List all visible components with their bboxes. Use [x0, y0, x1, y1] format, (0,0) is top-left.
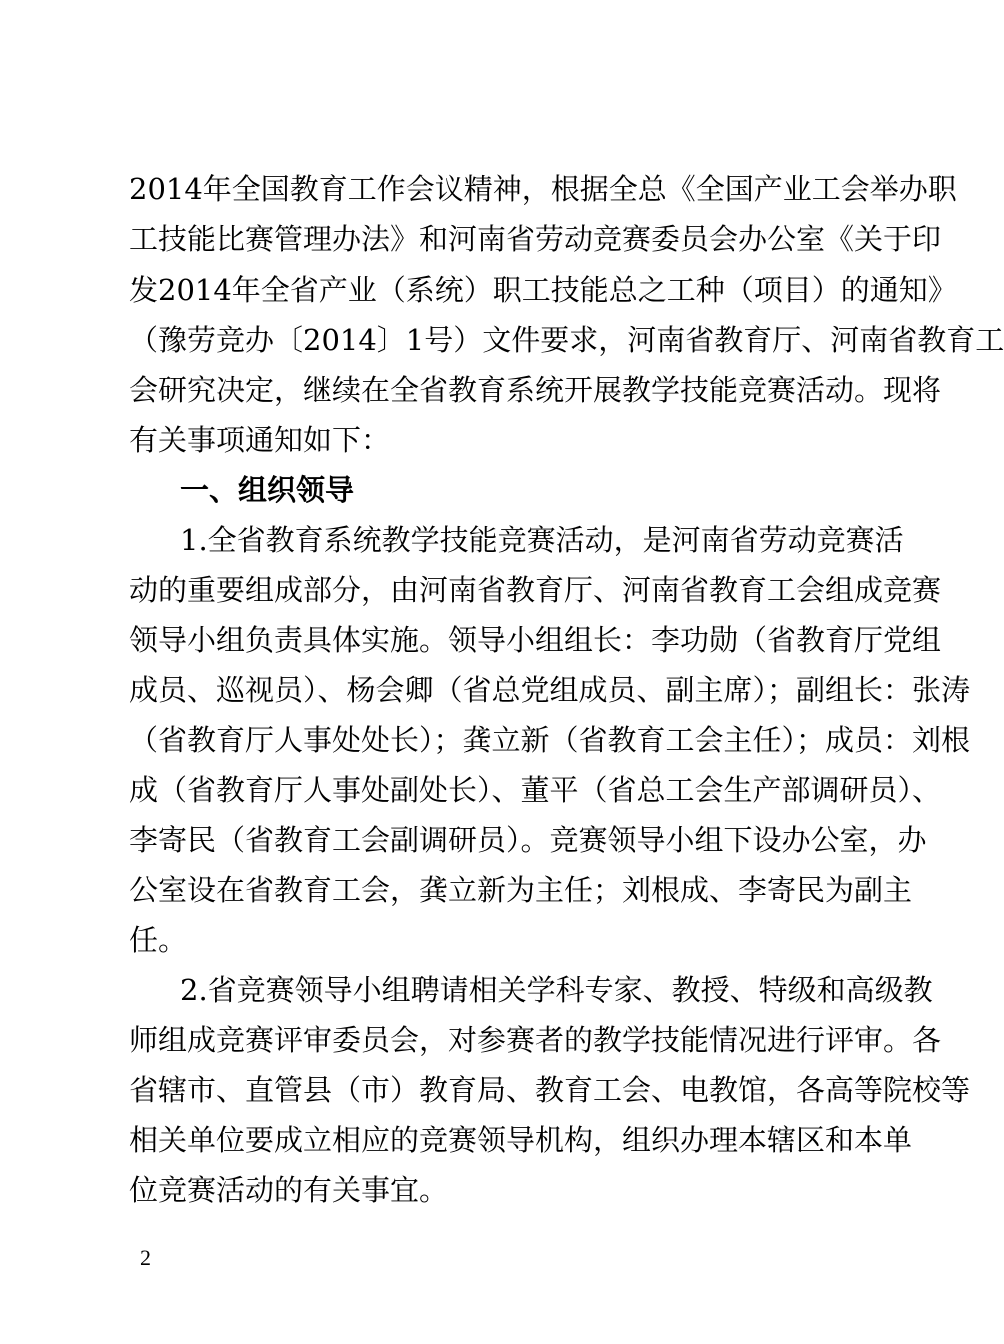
paragraph-line: 有关事项通知如下： — [129, 423, 391, 457]
paragraph-line: 2014年全国教育工作会议精神，根据全总《全国产业工会举办职 — [129, 172, 957, 206]
paragraph-line: 省辖市、直管县（市）教育局、教育工会、电教馆，各高等院校等 — [129, 1073, 971, 1107]
paragraph-line: 李寄民（省教育工会副调研员）。竞赛领导小组下设办公室，办 — [129, 823, 927, 857]
paragraph-line: （豫劳竞办〔2014〕1号）文件要求，河南省教育厅、河南省教育工 — [129, 323, 1004, 357]
paragraph-line: 会研究决定，继续在全省教育系统开展教学技能竞赛活动。现将 — [129, 373, 942, 407]
paragraph-line: 工技能比赛管理办法》和河南省劳动竞赛委员会办公室《关于印 — [129, 222, 942, 256]
paragraph-line: 任。 — [129, 923, 188, 957]
paragraph-line: 领导小组负责具体实施。领导小组组长：李功勋（省教育厅党组 — [129, 623, 942, 657]
paragraph-line: 发2014年全省产业（系统）职工技能总之工种（项目）的通知》 — [129, 273, 957, 307]
paragraph-line: 相关单位要成立相应的竞赛领导机构，组织办理本辖区和本单 — [129, 1123, 913, 1157]
paragraph-line: 1.全省教育系统教学技能竞赛活动，是河南省劳动竞赛活 — [180, 523, 904, 557]
paragraph-line: 师组成竞赛评审委员会，对参赛者的教学技能情况进行评审。各 — [129, 1023, 942, 1057]
section-heading: 一、组织领导 — [180, 473, 355, 507]
paragraph-line: （省教育厅人事处处长）；龚立新（省教育工会主任）；成员：刘根 — [129, 723, 971, 757]
paragraph-line: 公室设在省教育工会，龚立新为主任；刘根成、李寄民为副主 — [129, 873, 913, 907]
paragraph-line: 2.省竞赛领导小组聘请相关学科专家、教授、特级和高级教 — [180, 973, 933, 1007]
paragraph-line: 成员、巡视员）、杨会卿（省总党组成员、副主席）；副组长：张涛 — [129, 673, 971, 707]
paragraph-line: 动的重要组成部分，由河南省教育厅、河南省教育工会组成竞赛 — [129, 573, 942, 607]
paragraph-line: 成（省教育厅人事处副处长）、董平（省总工会生产部调研员）、 — [129, 773, 942, 807]
page-number: 2 — [140, 1245, 151, 1270]
paragraph-line: 位竞赛活动的有关事宜。 — [129, 1173, 449, 1207]
